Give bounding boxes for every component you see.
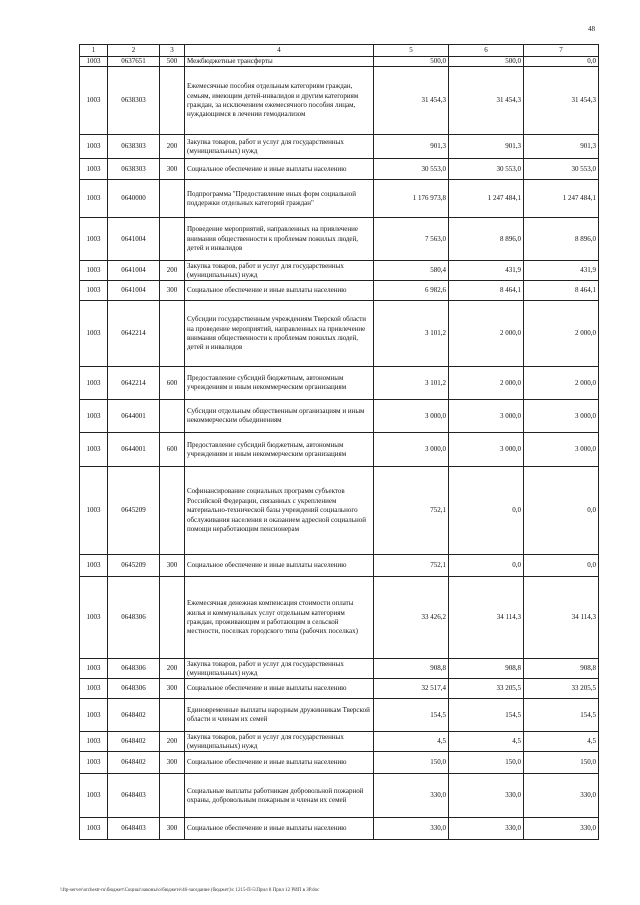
table-row	[80, 67, 599, 135]
target-code-cell: 0644001	[108, 433, 160, 467]
expense-type-cell: 300	[160, 281, 185, 301]
table-row	[80, 281, 599, 301]
table-row	[80, 400, 599, 433]
description-cell: Закупка товаров, работ и услуг для государственных (муниципальных) нужд	[185, 261, 374, 281]
amount-year3-cell: 908,8	[524, 659, 599, 679]
target-code-cell: 0648402	[108, 752, 160, 774]
amount-year1-cell: 330,0	[374, 818, 449, 840]
expense-type-cell: 300	[160, 555, 185, 577]
expense-type-cell: 300	[160, 752, 185, 774]
target-code-cell: 0641004	[108, 261, 160, 281]
description-cell: Социальное обеспечение и иные выплаты населению	[185, 818, 374, 840]
description-cell: Проведение мероприятий, направленных на привлечение внимания общественности к проблемам пожилых людей, детей и инвалидов	[185, 218, 374, 261]
table-row	[80, 752, 599, 774]
budget-table	[79, 44, 599, 840]
header-cell: 6	[449, 45, 524, 57]
header-cell: 7	[524, 45, 599, 57]
amount-year3-cell: 30 553,0	[524, 159, 599, 180]
table-row	[80, 659, 599, 679]
target-code-cell: 0641004	[108, 218, 160, 261]
description-cell: Социальное обеспечение и иные выплаты населению	[185, 555, 374, 577]
amount-year1-cell: 330,0	[374, 774, 449, 818]
amount-year3-cell: 2 000,0	[524, 367, 599, 400]
amount-year2-cell: 4,5	[449, 732, 524, 752]
amount-year1-cell: 3 101,2	[374, 367, 449, 400]
amount-year2-cell: 2 000,0	[449, 301, 524, 367]
section-code-cell: 1003	[80, 261, 108, 281]
header-row	[80, 45, 599, 57]
amount-year3-cell: 8 896,0	[524, 218, 599, 261]
section-code-cell: 1003	[80, 467, 108, 555]
amount-year3-cell: 33 205,5	[524, 679, 599, 699]
section-code-cell: 1003	[80, 752, 108, 774]
table-row	[80, 467, 599, 555]
amount-year1-cell: 31 454,3	[374, 67, 449, 135]
amount-year2-cell: 154,5	[449, 699, 524, 732]
description-cell: Закупка товаров, работ и услуг для государственных (муниципальных) нужд	[185, 135, 374, 159]
section-code-cell: 1003	[80, 774, 108, 818]
target-code-cell: 0640000	[108, 180, 160, 218]
table-row	[80, 367, 599, 400]
expense-type-cell	[160, 301, 185, 367]
amount-year2-cell: 8 464,1	[449, 281, 524, 301]
section-code-cell: 1003	[80, 732, 108, 752]
description-cell: Межбюджетные трансферты	[185, 57, 374, 67]
amount-year2-cell: 901,3	[449, 135, 524, 159]
amount-year3-cell: 8 464,1	[524, 281, 599, 301]
amount-year1-cell: 150,0	[374, 752, 449, 774]
table-row	[80, 818, 599, 840]
header-cell: 1	[80, 45, 108, 57]
amount-year1-cell: 908,8	[374, 659, 449, 679]
section-code-cell: 1003	[80, 57, 108, 67]
table-row	[80, 732, 599, 752]
amount-year2-cell: 0,0	[449, 467, 524, 555]
section-code-cell: 1003	[80, 433, 108, 467]
expense-type-cell: 500	[160, 57, 185, 67]
amount-year2-cell: 30 553,0	[449, 159, 524, 180]
amount-year2-cell: 500,0	[449, 57, 524, 67]
section-code-cell: 1003	[80, 555, 108, 577]
description-cell: Ежемесячная денежная компенсация стоимости оплаты жилья и коммунальных услуг отдельным категориям граждан, проживающим и работающим в сельской местности, поселках городского типа (рабочих поселках)	[185, 577, 374, 659]
description-cell: Социальное обеспечение и иные выплаты населению	[185, 159, 374, 180]
section-code-cell: 1003	[80, 159, 108, 180]
target-code-cell: 0648306	[108, 679, 160, 699]
table-row	[80, 180, 599, 218]
table-row	[80, 159, 599, 180]
section-code-cell: 1003	[80, 699, 108, 732]
target-code-cell: 0638303	[108, 67, 160, 135]
target-code-cell: 0642214	[108, 367, 160, 400]
section-code-cell: 1003	[80, 659, 108, 679]
expense-type-cell	[160, 400, 185, 433]
target-code-cell: 0637651	[108, 57, 160, 67]
amount-year2-cell: 330,0	[449, 774, 524, 818]
section-code-cell: 1003	[80, 367, 108, 400]
amount-year3-cell: 431,9	[524, 261, 599, 281]
amount-year1-cell: 3 000,0	[374, 433, 449, 467]
expense-type-cell: 200	[160, 659, 185, 679]
amount-year1-cell: 580,4	[374, 261, 449, 281]
amount-year1-cell: 752,1	[374, 555, 449, 577]
amount-year2-cell: 1 247 484,1	[449, 180, 524, 218]
header-cell: 2	[108, 45, 160, 57]
target-code-cell: 0648306	[108, 577, 160, 659]
table-body	[80, 57, 599, 840]
description-cell: Субсидии государственным учреждениям Тверской области на проведение мероприятий, направленных на привлечение внимания общественности к проблемам пожилых людей, детей и инвалидов	[185, 301, 374, 367]
table-row	[80, 774, 599, 818]
expense-type-cell: 600	[160, 367, 185, 400]
expense-type-cell	[160, 577, 185, 659]
target-code-cell: 0644001	[108, 400, 160, 433]
amount-year1-cell: 154,5	[374, 699, 449, 732]
amount-year3-cell: 0,0	[524, 467, 599, 555]
amount-year3-cell: 330,0	[524, 818, 599, 840]
amount-year2-cell: 3 000,0	[449, 433, 524, 467]
expense-type-cell: 200	[160, 135, 185, 159]
description-cell: Единовременные выплаты народным дружинникам Тверской области и членам их семей	[185, 699, 374, 732]
description-cell: Субсидии отдельным общественным организациям и иным некоммерческим объединениям	[185, 400, 374, 433]
description-cell: Предоставление субсидий бюджетным, автономным учреждениям и иным некоммерческим организациям	[185, 433, 374, 467]
amount-year1-cell: 7 563,0	[374, 218, 449, 261]
table-row	[80, 301, 599, 367]
expense-type-cell: 200	[160, 732, 185, 752]
amount-year2-cell: 34 114,3	[449, 577, 524, 659]
expense-type-cell	[160, 218, 185, 261]
amount-year3-cell: 2 000,0	[524, 301, 599, 367]
section-code-cell: 1003	[80, 281, 108, 301]
table-row	[80, 699, 599, 732]
section-code-cell: 1003	[80, 679, 108, 699]
amount-year1-cell: 901,3	[374, 135, 449, 159]
amount-year2-cell: 150,0	[449, 752, 524, 774]
section-code-cell: 1003	[80, 301, 108, 367]
amount-year3-cell: 0,0	[524, 555, 599, 577]
expense-type-cell	[160, 699, 185, 732]
table-row	[80, 555, 599, 577]
section-code-cell: 1003	[80, 180, 108, 218]
amount-year1-cell: 33 426,2	[374, 577, 449, 659]
amount-year3-cell: 34 114,3	[524, 577, 599, 659]
target-code-cell: 0642214	[108, 301, 160, 367]
target-code-cell: 0648403	[108, 818, 160, 840]
amount-year3-cell: 150,0	[524, 752, 599, 774]
amount-year2-cell: 31 454,3	[449, 67, 524, 135]
expense-type-cell	[160, 467, 185, 555]
target-code-cell: 0638303	[108, 135, 160, 159]
expense-type-cell: 600	[160, 433, 185, 467]
amount-year2-cell: 908,8	[449, 659, 524, 679]
amount-year1-cell: 3 101,2	[374, 301, 449, 367]
amount-year3-cell: 330,0	[524, 774, 599, 818]
amount-year3-cell: 3 000,0	[524, 400, 599, 433]
section-code-cell: 1003	[80, 135, 108, 159]
expense-type-cell: 300	[160, 159, 185, 180]
amount-year2-cell: 431,9	[449, 261, 524, 281]
description-cell: Социальное обеспечение и иные выплаты населению	[185, 281, 374, 301]
description-cell: Социальные выплаты работникам добровольной пожарной охраны, добровольным пожарным и членам их семей	[185, 774, 374, 818]
section-code-cell: 1003	[80, 400, 108, 433]
description-cell: Закупка товаров, работ и услуг для государственных (муниципальных) нужд	[185, 659, 374, 679]
amount-year2-cell: 3 000,0	[449, 400, 524, 433]
target-code-cell: 0638303	[108, 159, 160, 180]
expense-type-cell	[160, 67, 185, 135]
description-cell: Социальное обеспечение и иные выплаты населению	[185, 752, 374, 774]
table-row	[80, 57, 599, 67]
amount-year1-cell: 4,5	[374, 732, 449, 752]
table-row	[80, 218, 599, 261]
target-code-cell: 0648403	[108, 774, 160, 818]
amount-year1-cell: 752,1	[374, 467, 449, 555]
amount-year2-cell: 2 000,0	[449, 367, 524, 400]
description-cell: Подпрограмма "Предоставление иных форм социальной поддержки отдельных категорий граждан"	[185, 180, 374, 218]
amount-year1-cell: 500,0	[374, 57, 449, 67]
target-code-cell: 0648402	[108, 732, 160, 752]
amount-year1-cell: 6 982,6	[374, 281, 449, 301]
section-code-cell: 1003	[80, 67, 108, 135]
file-path-footer: \\ftp-server\orchestr-ru\бюджет\Социал\законы\о\бюджете\46-заседание (бюджет)\с 1215-П-5\Прил 8 Прил 12 РИП в ЗР.doc	[60, 888, 320, 893]
description-cell: Ежемесячные пособия отдельным категориям граждан, семьям, имеющим детей-инвалидов и другим категориям граждан, за исключением ежемесячного пособия лицам, нуждающимся в лечении гемодиализом	[185, 67, 374, 135]
target-code-cell: 0648402	[108, 699, 160, 732]
expense-type-cell: 300	[160, 818, 185, 840]
description-cell: Софинансирование социальных программ субъектов Российской Федерации, связанных с укреплением материально-технической базы учреждений социального обслуживания населения и оказанием адресной социальной помощи неработающим пенсионерам	[185, 467, 374, 555]
amount-year3-cell: 3 000,0	[524, 433, 599, 467]
section-code-cell: 1003	[80, 218, 108, 261]
amount-year1-cell: 3 000,0	[374, 400, 449, 433]
section-code-cell: 1003	[80, 818, 108, 840]
amount-year1-cell: 30 553,0	[374, 159, 449, 180]
amount-year3-cell: 1 247 484,1	[524, 180, 599, 218]
target-code-cell: 0641004	[108, 281, 160, 301]
section-code-cell: 1003	[80, 577, 108, 659]
target-code-cell: 0645209	[108, 467, 160, 555]
expense-type-cell: 200	[160, 261, 185, 281]
target-code-cell: 0645209	[108, 555, 160, 577]
amount-year1-cell: 32 517,4	[374, 679, 449, 699]
table-row	[80, 577, 599, 659]
page-number: 48	[588, 25, 595, 33]
header-cell: 5	[374, 45, 449, 57]
expense-type-cell	[160, 774, 185, 818]
amount-year2-cell: 0,0	[449, 555, 524, 577]
amount-year2-cell: 330,0	[449, 818, 524, 840]
header-cell: 3	[160, 45, 185, 57]
table-row	[80, 679, 599, 699]
table-row	[80, 261, 599, 281]
description-cell: Социальное обеспечение и иные выплаты населению	[185, 679, 374, 699]
amount-year3-cell: 154,5	[524, 699, 599, 732]
amount-year2-cell: 8 896,0	[449, 218, 524, 261]
description-cell: Предоставление субсидий бюджетным, автономным учреждениям и иным некоммерческим организациям	[185, 367, 374, 400]
table-row	[80, 433, 599, 467]
target-code-cell: 0648306	[108, 659, 160, 679]
description-cell: Закупка товаров, работ и услуг для государственных (муниципальных) нужд	[185, 732, 374, 752]
amount-year3-cell: 4,5	[524, 732, 599, 752]
header-cell: 4	[185, 45, 374, 57]
expense-type-cell	[160, 180, 185, 218]
amount-year3-cell: 0,0	[524, 57, 599, 67]
table-row	[80, 135, 599, 159]
amount-year1-cell: 1 176 973,8	[374, 180, 449, 218]
amount-year2-cell: 33 205,5	[449, 679, 524, 699]
amount-year3-cell: 31 454,3	[524, 67, 599, 135]
amount-year3-cell: 901,3	[524, 135, 599, 159]
expense-type-cell: 300	[160, 679, 185, 699]
